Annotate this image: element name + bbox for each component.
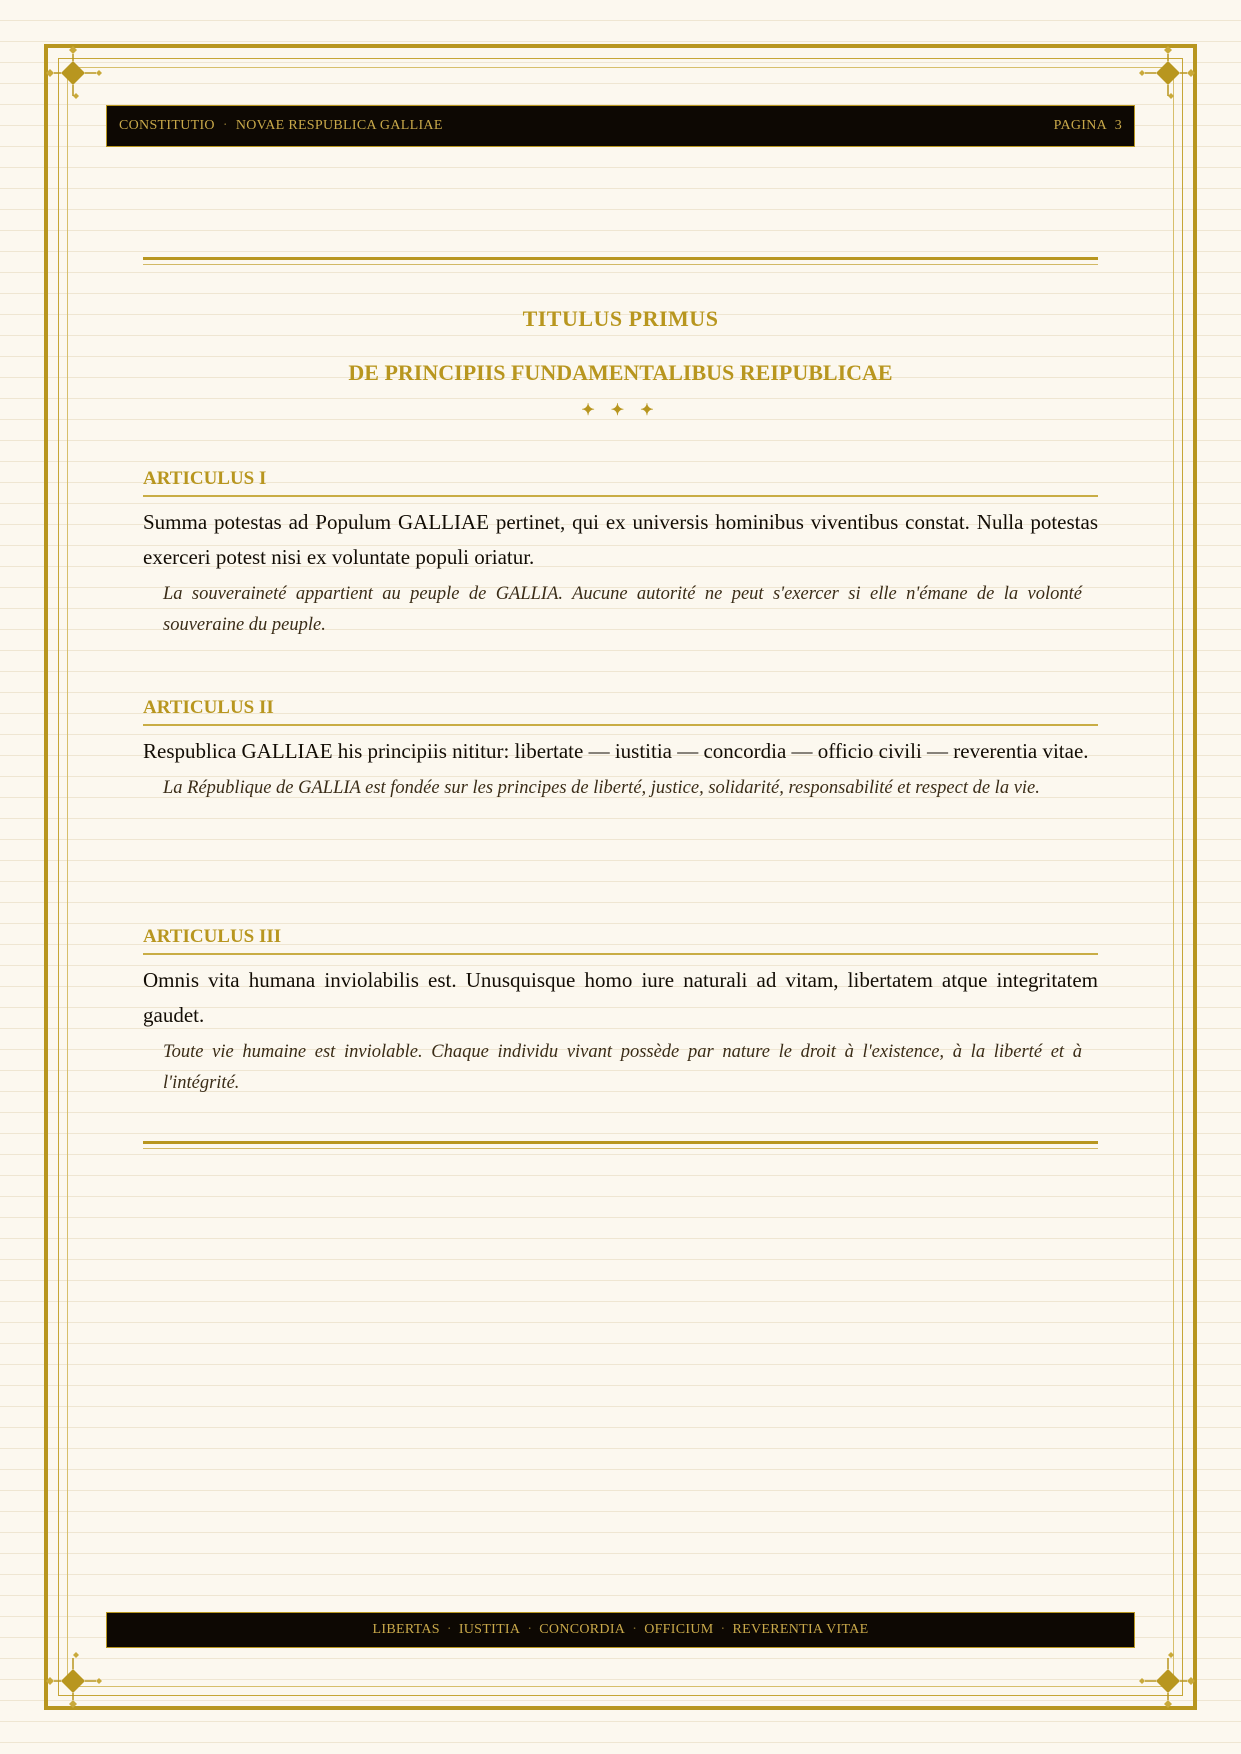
corner-ornament-bottom-left-icon [43, 1651, 103, 1711]
article-3 [143, 924, 1098, 1153]
article-french-translation: La République de GALLIA est fondée sur les principes de liberté, justice, solidarité, responsabilité et respect de la vie. [163, 778, 1040, 798]
article-heading: ARTICULUS I [143, 466, 1098, 497]
footer-motto-concordia: · CONCORDIA [520, 1622, 625, 1638]
header-page-number: 3 [1114, 118, 1122, 133]
title-primary: TITULUS PRIMUS [522, 306, 719, 331]
article-2 [143, 695, 1098, 924]
corner-ornament-bottom-right-icon [1138, 1651, 1198, 1711]
corner-ornament-top-right-icon [1138, 43, 1198, 103]
footer-motto-reverentia-vitae: · REVERENTIA VITAE [714, 1622, 869, 1638]
running-footer [106, 1612, 1135, 1648]
footer-motto-iustitia: · IUSTITIA [440, 1622, 520, 1638]
article-french-translation: La souveraineté appartient au peuple de GALLIA. Aucune autorité ne peut s'exercer si elle n'émane de la volonté souveraine du peuple. [163, 584, 1082, 635]
title-subtitle: DE PRINCIPIIS FUNDAMENTALIBUS REIPUBLICAE [348, 360, 893, 385]
article-heading: ARTICULUS III [143, 924, 1098, 955]
header-document-title: CONSTITUTIO · NOVAE RESPUBLICA GALLIAE [119, 118, 443, 133]
running-header [106, 105, 1135, 147]
footer-motto-officium: · OFFICIUM [625, 1622, 713, 1638]
article-1 [143, 466, 1098, 695]
title-ornament-icon: ✦ ✦ ✦ [581, 402, 660, 419]
bottom-double-rule [143, 1141, 1098, 1149]
top-double-rule [143, 257, 1098, 265]
header-doc-subtitle: NOVAE RESPUBLICA GALLIAE [235, 118, 443, 133]
header-page-indicator [1054, 118, 1122, 134]
corner-ornament-top-left-icon [43, 43, 103, 103]
article-latin-text: Summa potestas ad Populum GALLIAE pertinet, qui ex universis hominibus viventibus constat. Nulla potestas exerceri potest nisi ex voluntate populi oriatur. [143, 510, 1098, 569]
header-page-label: PAGINA [1053, 118, 1108, 133]
article-french-translation: Toute vie humaine est inviolable. Chaque individu vivant possède par nature le droit à l'existence, à la liberté et à l'intégrité. [163, 1042, 1082, 1093]
title-block [143, 305, 1098, 421]
article-latin-text: Omnis vita humana inviolabilis est. Unusquisque homo iure naturali ad vitam, libertatem atque integritatem gaudet. [143, 968, 1098, 1027]
articles-list [143, 466, 1098, 1153]
header-doc-label: CONSTITUTIO [119, 118, 215, 133]
article-heading: ARTICULUS II [143, 695, 1098, 726]
footer-motto-libertas: LIBERTAS [372, 1622, 440, 1637]
article-latin-text: Respublica GALLIAE his principiis nititur: libertate — iustitia — concordia — officio civili — reverentia vitae. [143, 739, 1089, 763]
